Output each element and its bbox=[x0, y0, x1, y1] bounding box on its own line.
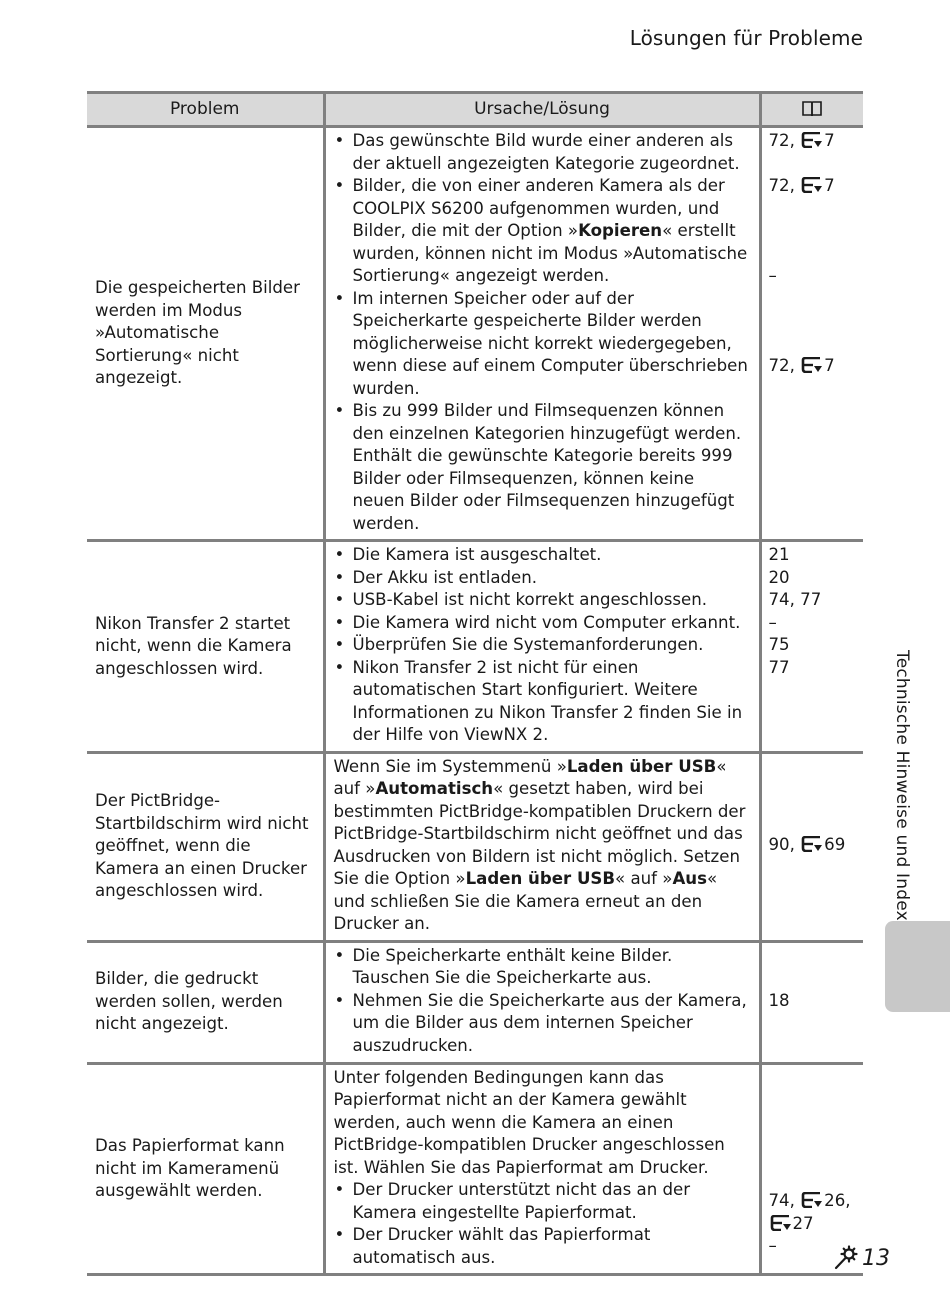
cause-cell bbox=[324, 127, 760, 541]
problem-cell: Die gespeicherten Bilder werden im Modus »Automatische Sortierung« nicht angezeigt. bbox=[87, 127, 324, 541]
cause-cell bbox=[324, 941, 760, 1063]
setting-value: Aus bbox=[672, 869, 707, 888]
reference-line: 90, 69 bbox=[768, 835, 846, 855]
reference-cell bbox=[760, 541, 863, 753]
reference-line: 72, 7 bbox=[768, 131, 835, 150]
reference-e-icon bbox=[800, 835, 824, 854]
setting-value: Automatisch bbox=[375, 779, 494, 798]
reference-cell bbox=[760, 941, 863, 1063]
column-header-problem: Problem bbox=[87, 93, 324, 127]
page-number bbox=[832, 1245, 890, 1271]
cause-cell: Wenn Sie im Systemmenü »Laden über USB« auf »Automatisch« gesetzt haben, wird bei bestimmten PictBridge-kompatiblen Druckern der PictBridge-Startbildschirm nicht geöffnet und das Ausdrucken von Bildern ist nicht möglich. Setzen Sie die Option »Laden über USB« auf »Aus« und schließen Sie die Kamera erneut an den Drucker an. bbox=[324, 752, 760, 941]
reference-cell bbox=[760, 127, 863, 541]
cause-bullet: • Nikon Transfer 2 ist nicht für einen automatischen Start konfiguriert. Weitere Informationen zu Nikon Transfer 2 finden Sie in der Hilfe von ViewNX 2. bbox=[334, 657, 749, 747]
reference-line: – bbox=[768, 612, 777, 632]
reference-line: 72, 7 bbox=[768, 356, 835, 375]
problem-cell: Der PictBridge-Startbildschirm wird nicht geöffnet, wenn die Kamera an einen Drucker angeschlossen wird. bbox=[87, 752, 324, 941]
cause-cell bbox=[324, 1063, 760, 1275]
table-header-row bbox=[87, 93, 863, 127]
reference-line: 20 bbox=[768, 567, 790, 587]
cause-bullet: • Nehmen Sie die Speicherkarte aus der Kamera, um die Bilder aus dem internen Speicher auszudrucken. bbox=[334, 990, 749, 1058]
reference-line: 21 bbox=[768, 545, 790, 564]
reference-line: 72, 7 bbox=[768, 176, 835, 195]
cause-intro: Unter folgenden Bedingungen kann das Papierformat nicht an der Kamera gewählt werden, auch wenn die Kamera an einen PictBridge-kompatiblen Drucker angeschlossen ist. Wählen Sie das Papierformat am Drucker. bbox=[333, 1067, 725, 1177]
reference-line: – bbox=[768, 1236, 777, 1256]
page-number-value: 13 bbox=[862, 1245, 890, 1271]
cause-bullet: • Bilder, die von einer anderen Kamera als der COOLPIX S6200 aufgenommen wurden, und Bilder, die mit der Option »Kopieren« erstellt wurden, können nicht im Modus »Automatische Sortierung« angezeigt werden. bbox=[334, 175, 749, 288]
column-header-reference bbox=[760, 93, 863, 127]
tools-icon bbox=[832, 1245, 860, 1271]
cause-bullet: • Überprüfen Sie die Systemanforderungen. bbox=[334, 634, 749, 657]
problem-cell: Nikon Transfer 2 startet nicht, wenn die Kamera angeschlossen wird. bbox=[87, 541, 324, 753]
reference-line: 74, 77 bbox=[768, 590, 822, 609]
table-row bbox=[87, 541, 863, 753]
reference-line: 75 bbox=[768, 635, 790, 654]
reference-e-icon bbox=[800, 1191, 824, 1210]
menu-option-name: Laden über USB bbox=[566, 756, 717, 776]
cause-bullet: • Der Drucker wählt das Papierformat automatisch aus. bbox=[334, 1224, 749, 1269]
table-row bbox=[87, 941, 863, 1063]
troubleshooting-table bbox=[87, 91, 863, 1276]
cause-cell bbox=[324, 541, 760, 753]
reference-line: 18 bbox=[768, 990, 790, 1010]
section-title: Lösungen für Probleme bbox=[629, 26, 863, 50]
reference-cell bbox=[760, 752, 863, 941]
problem-cell: Bilder, die gedruckt werden sollen, werden nicht angezeigt. bbox=[87, 941, 324, 1063]
reference-e-icon bbox=[800, 176, 824, 195]
cause-bullet: • USB-Kabel ist nicht korrekt angeschlossen. bbox=[334, 589, 749, 612]
table-row bbox=[87, 752, 863, 941]
reference-e-icon bbox=[800, 131, 824, 150]
reference-line: 27 bbox=[769, 1213, 860, 1236]
problem-cell: Das Papierformat kann nicht im Kameramenü ausgewählt werden. bbox=[87, 1063, 324, 1275]
cause-bullet: • Der Akku ist entladen. bbox=[334, 567, 749, 590]
cause-bullet: • Der Drucker unterstützt nicht das an der Kamera eingestellte Papierformat. bbox=[334, 1179, 749, 1224]
cause-bullet: • Die Speicherkarte enthält keine Bilder. Tauschen Sie die Speicherkarte aus. bbox=[334, 945, 749, 990]
reference-cell bbox=[760, 1063, 863, 1275]
reference-line: 74, 26, bbox=[768, 1191, 851, 1211]
reference-e-icon bbox=[800, 356, 824, 375]
cause-bullet: • Die Kamera ist ausgeschaltet. bbox=[334, 544, 749, 567]
cause-bullet: • Die Kamera wird nicht vom Computer erkannt. bbox=[334, 612, 749, 635]
table-row bbox=[87, 1063, 863, 1275]
option-name: Kopieren bbox=[578, 221, 663, 240]
cause-bullet: • Bis zu 999 Bilder und Filmsequenzen können den einzelnen Kategorien hinzugefügt werden. Enthält die gewünschte Kategorie bereits 999 Bilder oder Filmsequenzen, können keine neuen Bilder oder Filmsequenzen hinzugefügt werden. bbox=[334, 400, 749, 535]
reference-line: 77 bbox=[768, 657, 790, 677]
book-icon bbox=[801, 100, 823, 118]
cause-bullet: • Das gewünschte Bild wurde einer anderen als der aktuell angezeigten Kategorie zugeordnet. bbox=[334, 130, 749, 175]
chapter-tab-label: Technische Hinweise und Index bbox=[892, 650, 912, 921]
column-header-cause: Ursache/Lösung bbox=[324, 93, 760, 127]
reference-e-icon bbox=[769, 1214, 793, 1233]
table-row bbox=[87, 127, 863, 541]
chapter-tab-marker bbox=[885, 921, 950, 1012]
cause-bullet: • Im internen Speicher oder auf der Speicherkarte gespeicherte Bilder werden möglicherweise nicht korrekt wiedergegeben, wenn diese auf einem Computer überschrieben wurden. bbox=[334, 288, 749, 401]
menu-option-name: Laden über USB bbox=[465, 869, 616, 888]
reference-line: – bbox=[768, 266, 777, 285]
